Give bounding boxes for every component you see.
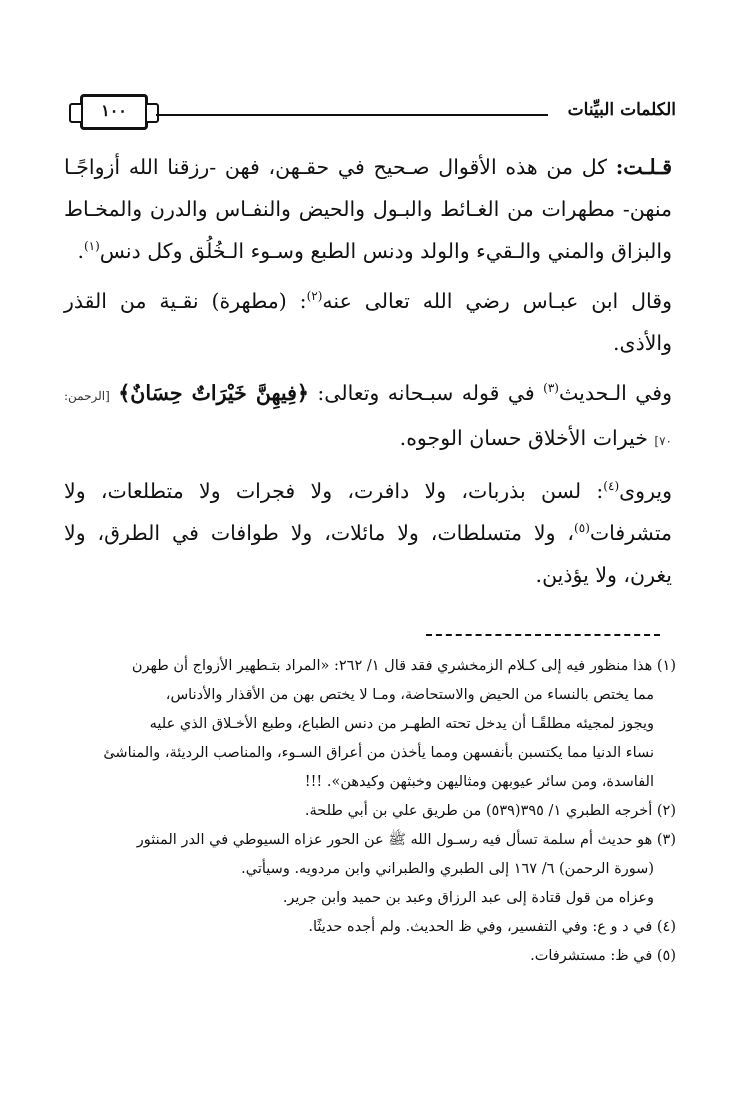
quran-verse: ﴿فِيهِنَّ خَيْرَاتٌ حِسَانٌ﴾ [118, 381, 309, 405]
footnote-1-line: نساء الدنيا مما يكتسبن بأنفسهن ومما يأخذن من أعراق السـوء، والمناصب الرديئة، والمناشئ [103, 745, 654, 761]
footnote-divider [426, 634, 660, 636]
footnote-ref: (١) [83, 239, 100, 254]
paragraph-1: قـلـت: كل من هذه الأقوال صـحيح في حقـهن، فهن -رزقنا الله أزواجًـا منهن- مطهرات من الغـائط والبـول والحيض والنفـاس والدرن والمخـاط والبزاق والمني والـقيء والولد ودنس الطبع وسـوء الـخُلُق وكل دنس$^{(١)}$. [64, 155, 672, 263]
footnote-3: (٣) هو حديث أم سلمة تسأل فيه رسـول الله ﷺ عن الحور عزاه السيوطي في الدر المنثور [136, 832, 676, 848]
header-rule [156, 114, 548, 116]
footnote-ref: (٢) [306, 289, 323, 304]
verse-citation: [الرحمن: ٧٠] [64, 389, 672, 448]
page-number-badge: ١٠٠ [80, 94, 148, 130]
footnote-3-line: (سورة الرحمن) ٦/ ١٦٧ إلى الطبري والطبراني وابن مردويه. وسيأتي. [241, 861, 654, 877]
paragraph-1-text: كل من هذه الأقوال صـحيح في حقـهن، فهن -رزقنا الله أزواجًـا منهن- مطهرات من الغـائط والبـول والحيض والنفـاس والدرن والمخـاط والبزاق والمني والـقيء والولد ودنس الطبع وسـوء الـخُلُق وكل دنس [64, 155, 672, 263]
footnote-ref: (٤) [603, 479, 620, 494]
footnote-1-line: ويجوز لمجيئه مطلقًـا أن يدخل تحته الطهـر من دنس الطباع، وطبع الأخـلاق الذي عليه [149, 716, 654, 732]
footnote-1: (١) هذا منظور فيه إلى كـلام الزمخشري فقد قال ١/ ٢٦٢: «المراد بتـطهير الأزواج أن طهرن [131, 658, 676, 674]
footnote-1-line: الفاسدة، ومن سائر عيوبهن ومثاليهن وخبثهن وكيدهن». !!! [304, 774, 654, 790]
footnotes [62, 652, 676, 971]
paragraph-2-text: وقال ابن عبـاس رضي الله تعالى عنه [322, 289, 672, 313]
paragraph-4: ويروى$^{(٤)}$: لسن بذربات، ولا دافرت، ولا فجرات ولا متطلعات، ولا متشرفات$^{(٥)}$، ولا متسلطات، ولا مائلات، ولا طوافات في الطرق، ولا يغرن، ولا يؤذين. [64, 479, 672, 587]
footnote-1-line: مما يختص بالنساء من الحيض والاستحاضة، ومـا لا يختص بهن من الأقذار والأدناس، [165, 687, 654, 703]
book-title: الكلمات البيِّنات [567, 100, 676, 120]
footnote-ref: (٥) [574, 521, 590, 536]
footnote-5: (٥) في ظ: مستشرفات. [530, 948, 676, 964]
paragraph-4-text: ويروى [619, 479, 672, 503]
paragraph-lead-word: قـلـت: [615, 155, 672, 179]
main-text [64, 146, 672, 604]
footnote-ref: (٣) [543, 381, 559, 396]
paragraph-3: وفي الـحديث$^{(٣)}$ في قوله سبـحانه وتعالى: ﴿فِيهِنَّ خَيْرَاتٌ حِسَانٌ﴾ [الرحمن: ٧٠] خيرات الأخلاق حسان الوجوه. [64, 381, 672, 450]
footnote-4: (٤) في د و ع: وفي التفسير، وفي ظ الحديث. ولم أجده حديثًا. [308, 919, 676, 935]
paragraph-2: وقال ابن عبـاس رضي الله تعالى عنه$^{(٢)}$: (مطهرة) نقـية من القذر والأذى. [64, 289, 672, 355]
paragraph-3-text: وفي الـحديث [558, 381, 672, 405]
footnote-3-line: وعزاه من قول قتادة إلى عبد الرزاق وعبد بن حميد وابن جرير. [282, 890, 654, 906]
running-header [60, 90, 680, 130]
footnote-2: (٢) أخرجه الطبري ١/ ٣٩٥(٥٣٩) من طريق علي بن أبي طلحة. [304, 803, 676, 819]
